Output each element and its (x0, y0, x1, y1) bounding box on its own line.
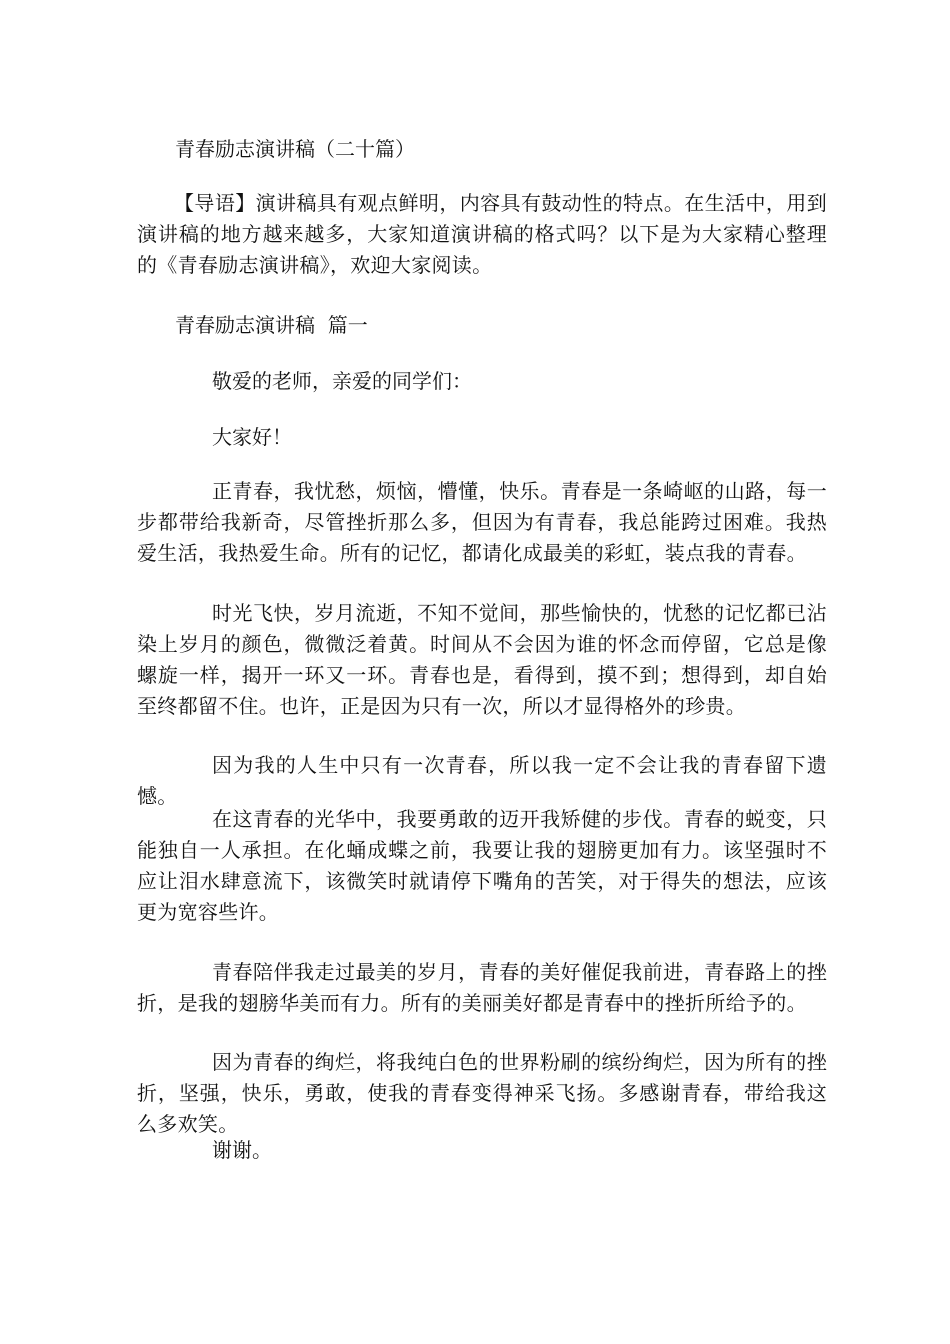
body-paragraph-2: 时光飞快，岁月流逝，不知不觉间，那些愉快的，忧愁的记忆都已沾染上岁月的颜色，微微泛着黄。时间从不会因为谁的怀念而停留，它总是像螺旋一样，揭开一环又一环。青春也是，看得到，摸不到；想得到，却自始至终都留不住。也许，正是因为只有一次，所以才显得格外的珍贵。 (137, 601, 827, 718)
body-paragraph-4: 在这青春的光华中，我要勇敢的迈开我矫健的步伐。青春的蜕变，只能独自一人承担。在化蛹成蝶之前，我要让我的翅膀更加有力。该坚强时不应让泪水肆意流下，该微笑时就请停下嘴角的苦笑，对于得失的想法，应该更为宽容些许。 (137, 807, 827, 924)
body-paragraph-6: 因为青春的绚烂，将我纯白色的世界粉刷的缤纷绚烂，因为所有的挫折，坚强，快乐，勇敢，使我的青春变得神采飞扬。多感谢青春，带给我这么多欢笑。 (137, 1050, 827, 1136)
section-heading: 青春励志演讲稿 篇一 (175, 313, 368, 337)
greeting: 大家好！ (212, 425, 292, 449)
body-paragraph-5: 青春陪伴我走过最美的岁月，青春的美好催促我前进，青春路上的挫折，是我的翅膀华美而有力。所有的美丽美好都是青春中的挫折所给予的。 (137, 960, 827, 1015)
body-paragraph-1: 正青春，我忧愁，烦恼，懵懂，快乐。青春是一条崎岖的山路，每一步都带给我新奇，尽管挫折那么多，但因为有青春，我总能跨过困难。我热爱生活，我热爱生命。所有的记忆，都请化成最美的彩虹，装点我的青春。 (137, 479, 827, 565)
salutation: 敬爱的老师，亲爱的同学们： (212, 369, 472, 393)
intro-paragraph: 【导语】演讲稿具有观点鲜明，内容具有鼓动性的特点。在生活中，用到演讲稿的地方越来越多，大家知道演讲稿的格式吗？以下是为大家精心整理的《青春励志演讲稿》，欢迎大家阅读。 (137, 191, 827, 277)
body-paragraph-3: 因为我的人生中只有一次青春，所以我一定不会让我的青春留下遗憾。 (137, 753, 827, 808)
document-title: 青春励志演讲稿（二十篇） (175, 137, 415, 161)
closing: 谢谢。 (212, 1138, 272, 1162)
